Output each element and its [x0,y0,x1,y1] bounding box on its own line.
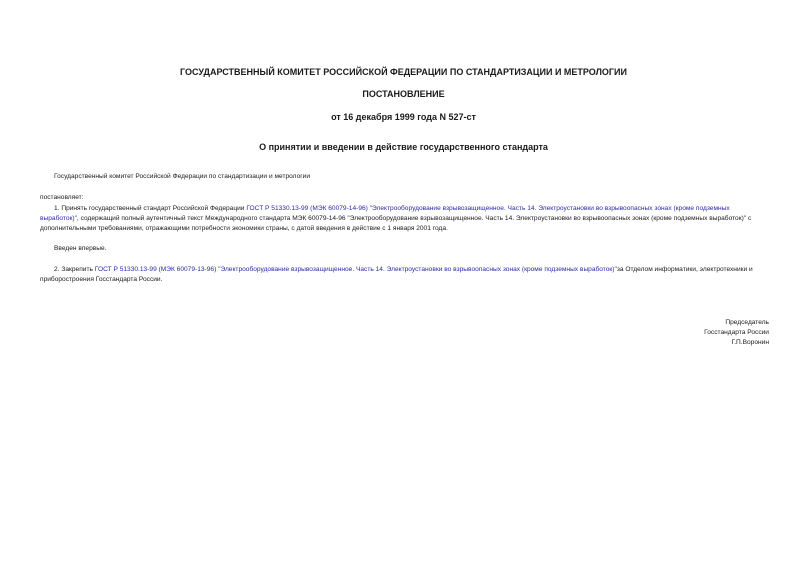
issuer-heading: ГОСУДАРСТВЕННЫЙ КОМИТЕТ РОССИЙСКОЙ ФЕДЕРАЦИИ ПО СТАНДАРТИЗАЦИИ И МЕТРОЛОГИИ [180,67,627,77]
item-2-prefix: 2. Закрепить [54,266,95,273]
item-2-standard-link[interactable]: ГОСТ Р 51330.13-99 (МЭК 60079-13-96) "Электрооборудование взрывозащищенное. Часть 14. Электроустановки во взрывоопасных зонах (кроме подземных выработок)" [94,266,617,273]
signature-name: Г.П.Воронин [731,339,769,346]
document-subject-heading: О принятии и введении в действие государственного стандарта [259,142,548,152]
item-1-suffix: , содержащий полный аутентичный текст Международного стандарта МЭК 60079-14-96 "Электрооборудование взрывозащищенное. Часть 14. Электроустановки во взрывоопасных зонах (кроме подземных выработок)" с дополнительными требованиями, отражающими потребности экономики страны, с датой введения в действие с 1 января 2001 года. [40,215,752,232]
item-1-standard-link[interactable]: ГОСТ Р 51330.13-99 (МЭК 60079-14-96) "Электрооборудование взрывозащищенное. Часть 14. Электроустановки во взрывоопасных зонах (кроме подземных выработок)" [40,205,730,222]
intro-paragraph: Государственный комитет Российской Федерации по стандартизации и метрологии [54,173,311,180]
item-1-prefix: 1. Принять государственный стандарт Российской Федерации [54,205,247,212]
first-time-note: Введен впервые. [54,245,107,252]
signature-position: Председатель [725,319,769,326]
item-2-paragraph [40,265,770,285]
document-type-heading: ПОСТАНОВЛЕНИЕ [362,89,445,99]
signature-organization: Госстандарта России [704,329,769,336]
item-2-suffix: за Отделом информатики, электротехники и приборостроения Госстандарта России. [40,266,753,283]
resolve-paragraph: постановляет: [40,194,84,201]
item-1-paragraph [40,204,770,234]
document-date-heading: от 16 декабря 1999 года N 527-ст [331,112,476,122]
